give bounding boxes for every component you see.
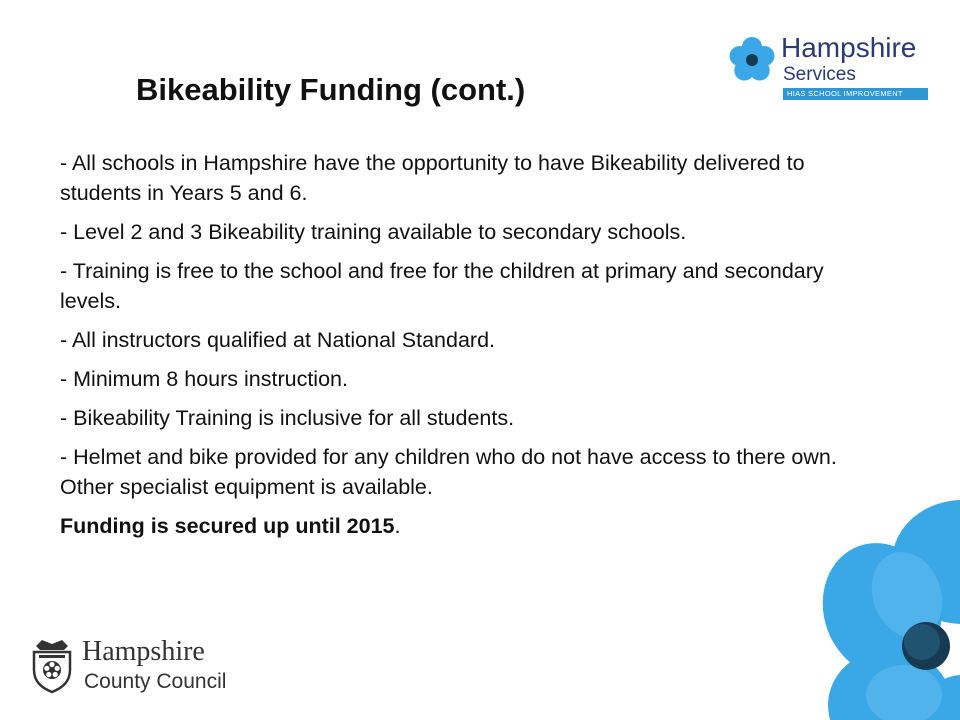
bullet-item: - All schools in Hampshire have the opportunity to have Bikeability delivered to students in Years 5 and 6. xyxy=(60,151,805,205)
hampshire-services-logo xyxy=(728,26,938,106)
closing-statement xyxy=(60,511,860,541)
slide-body xyxy=(60,148,860,550)
brand-subtitle: Services xyxy=(783,64,856,85)
bullet-item: - All instructors qualified at National Standard. xyxy=(60,328,496,352)
hampshire-county-council-logo xyxy=(30,636,250,708)
brand-name: Hampshire xyxy=(781,32,917,63)
bullet-item: - Training is free to the school and free for the children at primary and secondary levels. xyxy=(60,259,824,313)
council-subtitle: County Council xyxy=(84,670,227,693)
bullet-item: - Level 2 and 3 Bikeability training available to secondary schools. xyxy=(60,220,687,244)
bullet-item: - Minimum 8 hours instruction. xyxy=(60,367,348,391)
flower-icon xyxy=(728,36,776,84)
closing-tail-text: . xyxy=(394,514,401,538)
council-name: Hampshire xyxy=(82,636,205,667)
closing-bold-text: Funding is secured up until 2015 xyxy=(60,514,395,538)
brand-tagline-bar: HIAS SCHOOL IMPROVEMENT xyxy=(783,88,928,100)
bullet-item: - Bikeability Training is inclusive for all students. xyxy=(60,406,515,430)
crest-icon xyxy=(30,636,74,694)
bullet-item: - Helmet and bike provided for any children who do not have access to there own. Other specialist equipment is available. xyxy=(60,445,837,499)
slide-title: Bikeability Funding (cont.) xyxy=(136,72,526,107)
decorative-flower-icon xyxy=(812,500,960,720)
